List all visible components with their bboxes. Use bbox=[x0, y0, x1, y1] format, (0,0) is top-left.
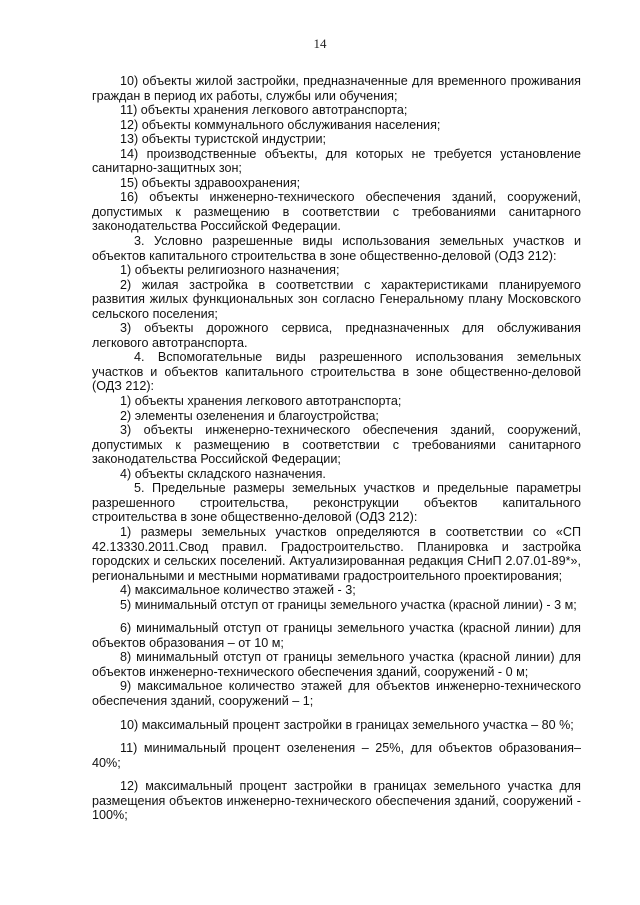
paragraph-item: 1) объекты религиозного назначения; bbox=[120, 263, 340, 278]
paragraph-item: 2) жилая застройка в соответствии с характеристиками планируемого развития жилых функциональных зон согласно Генеральному плану Московского сельского поселения; bbox=[92, 277, 581, 321]
paragraph-item-12: 12) объекты коммунального обслуживания населения; bbox=[120, 117, 441, 132]
paragraph-item-14: 14) производственные объекты, для которых не требуется установление санитарно-защитных зон; bbox=[92, 146, 581, 176]
paragraph-item-16: 16) объекты инженерно-технического обеспечения зданий, сооружений, допустимых к размещению в соответствии с требованиями санитарного законодательства Российской Федерации. bbox=[92, 190, 581, 234]
paragraph-item: 10) максимальный процент застройки в границах земельного участка – 80 %; bbox=[120, 717, 574, 732]
page-number: 14 bbox=[313, 36, 327, 51]
paragraph-item: 2) элементы озеленения и благоустройства; bbox=[120, 408, 379, 423]
paragraph-item: 6) минимальный отступ от границы земельного участка (красной линии) для объектов образования – от 10 м; bbox=[92, 621, 581, 650]
paragraph-item: 1) объекты хранения легкового автотранспорта; bbox=[120, 394, 402, 409]
section-heading-4: 4. Вспомогательные виды разрешенного использования земельных участков и объектов капитального строительства в зоне общественно-деловой (ОДЗ 212): bbox=[92, 350, 581, 394]
paragraph-item: 9) максимальное количество этажей для объектов инженерно-технического обеспечения зданий, сооружений – 1; bbox=[92, 679, 581, 708]
paragraph-item: 3) объекты дорожного сервиса, предназначенных для обслуживания легкового автотранспорта. bbox=[92, 321, 581, 350]
paragraph-item-13: 13) объекты туристской индустрии; bbox=[120, 132, 326, 147]
section-heading-3: 3. Условно разрешенные виды использования земельных участков и объектов капитального строительства в зоне общественно-деловой (ОДЗ 212): bbox=[92, 234, 581, 263]
paragraph-item: 11) минимальный процент озеленения – 25%, для объектов образования– 40%; bbox=[92, 741, 581, 770]
paragraph-item-15: 15) объекты здравоохранения; bbox=[120, 175, 301, 190]
paragraph-item: 4) объекты складского назначения. bbox=[120, 466, 326, 481]
paragraph-item: 8) минимальный отступ от границы земельного участка (красной линии) для объектов инженерно-технического обеспечения зданий, сооружений - 0 м; bbox=[92, 650, 581, 679]
paragraph-item: 5) минимальный отступ от границы земельного участка (красной линии) - 3 м; bbox=[120, 597, 577, 612]
paragraph-item-11: 11) объекты хранения легкового автотранспорта; bbox=[120, 103, 408, 118]
document-body bbox=[92, 74, 581, 823]
section-heading-5: 5. Предельные размеры земельных участков и предельные параметры разрешенного строительства, реконструкции объектов капитального строительства в зоне общественно-деловой (ОДЗ 212): bbox=[92, 481, 581, 525]
paragraph-item: 3) объекты инженерно-технического обеспечения зданий, сооружений, допустимых к размещению в соответствии с требованиями санитарного законодательства Российской Федерации; bbox=[92, 423, 581, 467]
paragraph-item: 1) размеры земельных участков определяются в соответствии со «СП 42.13330.2011.Свод правил. Градостроительство. Планировка и застройка городских и сельских поселений. Актуализированная редакция СНиП 2.07.01-89*», региональными и местными нормативами градостроительного проектирования; bbox=[92, 524, 581, 583]
paragraph-item-10: 10) объекты жилой застройки, предназначенные для временного проживания граждан в период их работы, службы или обучения; bbox=[92, 74, 581, 103]
paragraph-item: 12) максимальный процент застройки в границах земельного участка для размещения объектов инженерно-технического обеспечения зданий, сооружений - 100%; bbox=[92, 779, 581, 823]
paragraph-item: 4) максимальное количество этажей - 3; bbox=[120, 583, 356, 598]
